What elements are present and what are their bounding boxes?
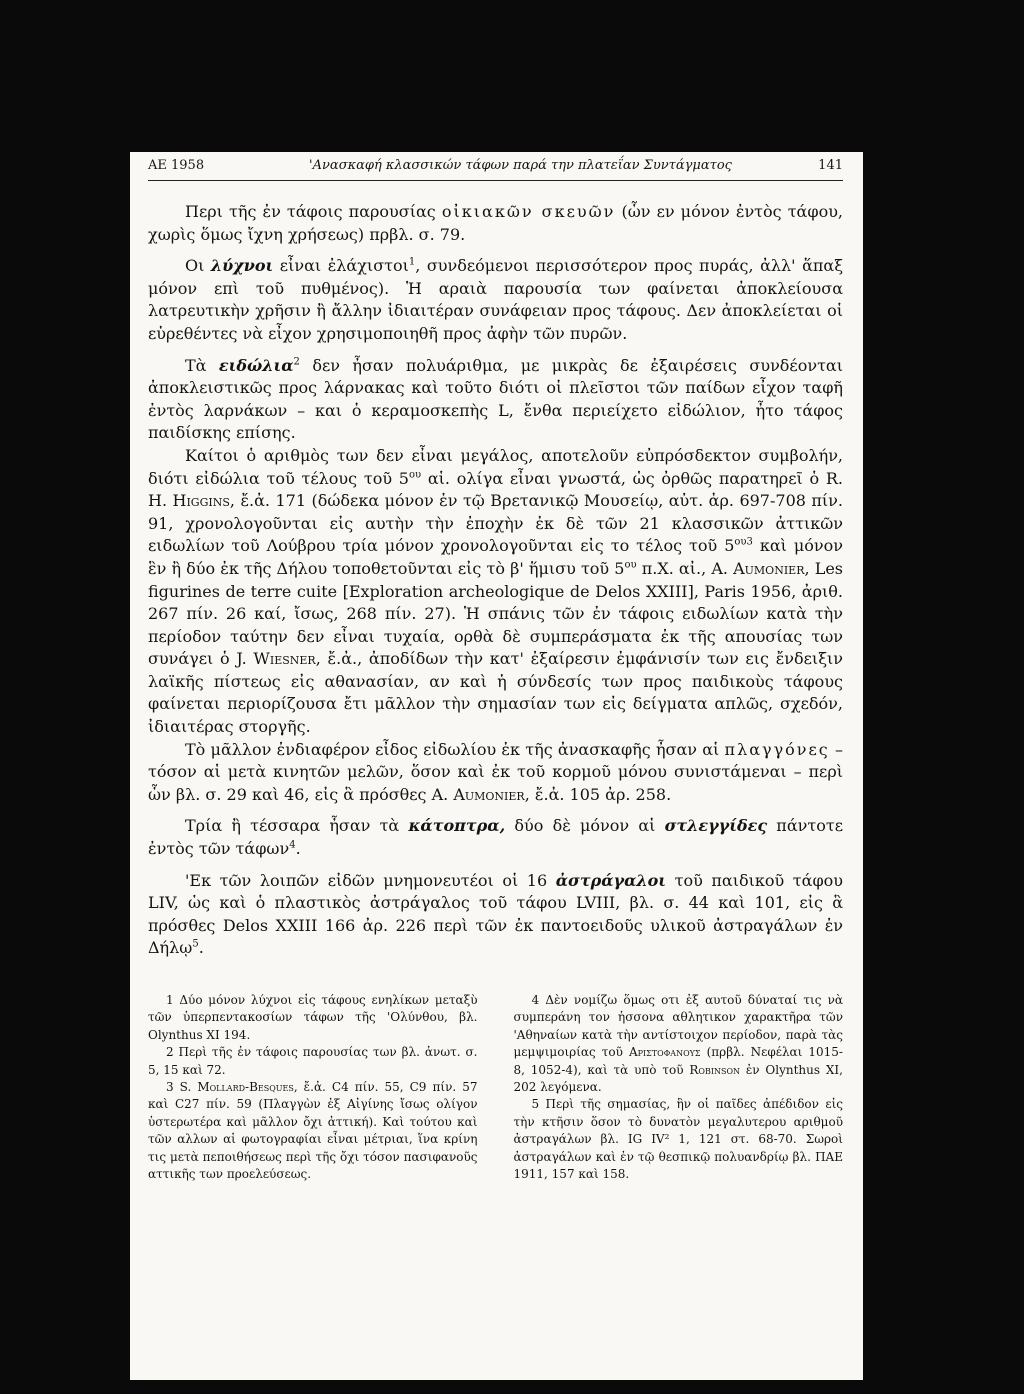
article-title: 'Ανασκαφή κλασσικών τάφων παρά την πλατεΐαν Συντάγματος xyxy=(309,158,732,173)
footnote-4: 4 Δὲν νομίζω ὅμως οτι ἐξ αυτοῦ δύναταί τις νὰ συμπεράνη τον ἡσσονα αθλητικον χαρακτῆρα τῶν 'Αθηναίων κατὰ τὴν αντίστοιχον περίοδον, παρὰ τὰς μεμψιμοιρίας τοῦ Αριστοφανους (πρβλ. Νεφέλαι 1015-8, 1052-4), καὶ τὰ υπὸ τοῦ Robinson ἐν Olynthus XI, 202 λεγόμενα. xyxy=(513,993,843,1095)
paragraph-figurine-dating: Καίτοι ὁ αριθμὸς των δεν εἶναι μεγάλος, αποτελοῦν εὐπρόσδεκτον συμβολήν, διότι εἰδώλια τοῦ τέλους τοῦ $5^{o\upsilon}$ αἱ. ολίγα εἶναι γνωστά, ὡς ὀρθῶς παρατηρεῖ ὁ R. H. Higgins, ἔ.ἀ. 171 (δώδεκα μόνον ἐν τῷ Βρετανικῷ Μουσείῳ, αὐτ. ἀρ. 697-708 πίν. 91, χρονολογοῦνται εἰς αυτὴν τὴν ἐποχὴν ἐκ δὲ τῶν 21 κλασσικῶν ἀττικῶν ειδωλίων τοῦ Λούβρου τρία μόνον χρονολογοῦνται εἰς το τέλος τοῦ $5^{o\upsilon 3}$ καὶ μόνον ἓν ἢ δύο ἐκ τῆς Δήλου τοποθετοῦνται εἰς τὸ β' ἥμισυ τοῦ $5^{o\upsilon}$ π.Χ. αἰ., A. Aumonier, Les figurines de terre cuite [Exploration archeologique de Delos XXIII], Paris 1956, ἀριθ. 267 πίν. 26 καί, ἴσως, 268 πίν. 27). Ἡ σπάνις τῶν ἐν τάφοις ειδωλίων κατὰ τὴν περίοδον ταύτην δεν εἶναι τυχαία, ορθὰ δὲ συμπεράσματα ἐκ τῆς απουσίας των συνάγει ὁ J. Wiesner, ἔ.ἀ., ἀποδίδων τὴν κατ' ἐξαίρεσιν ἐμφάνισίν των εις ἔνδειξιν λαϊκῆς πίστεως εἰς αθανασίαν, αν καὶ ἡ σύνδεσίς των προς παιδικοὺς τάφους φαίνεται περιορίζουσα ἔτι μᾶλλον τὴν σημασίαν των εἰς δείγματα απλῶς, σχεδόν, ἰδιαιτέρας στοργῆς. xyxy=(148,445,844,737)
footnotes-right-column xyxy=(514,992,844,1183)
body-text xyxy=(148,201,843,960)
paragraph-plangones: Τὸ μᾶλλον ἐνδιαφέρον εἶδος εἰδωλίου ἐκ τῆς ἀνασκαφῆς ἦσαν αἱ πλαγγόνες – τόσον αἱ μετὰ κινητῶν μελῶν, ὅσον καὶ ἐκ τοῦ κορμοῦ μόνου συνιστάμεναι – περὶ ὧν βλ. σ. 29 καὶ 46, εἰς ἃ πρόσθες A. Aumonier, ἔ.ἀ. 105 ἀρ. 258. xyxy=(148,739,843,804)
footnote-ref-2: 2 xyxy=(293,356,300,368)
footnote-1: 1 Δύο μόνον λύχνοι εἰς τάφους ενηλίκων μεταξὺ τῶν ὑπερπεντακοσίων τάφων τῆς 'Ολύνθου, βλ. Olynthus XI 194. xyxy=(148,993,478,1042)
running-header xyxy=(148,158,843,181)
footnote-ref-1: 1 xyxy=(408,256,416,268)
paragraph-lamps: Οι λύχνοι εἶναι ἐλάχιστοι$^1$, συνδεόμενοι περισσότερον προς πυράς, ἀλλ' ἅπαξ μόνον επὶ τοῦ πυθμένος). Ἡ αραιὰ παρουσία των φαίνεται ἀποκλείουσα λατρευτικὴν χρῆσιν ἢ ἄλλην ἰδιαιτέραν συνάφειαν προς τάφους. Δεν ἀποκλείεται οἱ εὑρεθέντες νὰ εἶχον χρησιμοποιηθῆ προς ἀφὴν τῶν πυρῶν. xyxy=(148,256,844,343)
footnote-ref-5: 5 xyxy=(192,939,199,951)
footnote-ref-4: 4 xyxy=(289,839,296,851)
paragraph-figurines: Τὰ ειδώλια$^2$ δεν ἦσαν πολυάριθμα, με μικρὰς δε ἐξαιρέσεις συνδέονται ἀποκλειστικῶς προς λάρνακας καὶ τοῦτο διότι οἱ πλεῖστοι τῶν παίδων εἶχον ταφῆ ἐντὸς λαρνάκων – και ὁ κεραμοσκεπὴς L, ἔνθα περιείχετο εἰδώλιον, ἦτο τάφος παιδίσκης επίσης. xyxy=(148,355,843,443)
footnote-2: 2 Περὶ τῆς ἐν τάφοις παρουσίας των βλ. ἀνωτ. σ. 5, 15 καὶ 72. xyxy=(148,1045,478,1077)
paragraph-household-vessels: Περι τῆς ἐν τάφοις παρουσίας οἰκιακῶν σκευῶν (ὧν εν μόνον ἐντὸς τάφου, χωρὶς ὅμως ἴχνη χρήσεως) πρβλ. σ. 79. xyxy=(148,202,844,244)
paragraph-mirrors: Τρία ἢ τέσσαρα ἦσαν τὰ κάτοπτρα, δύο δὲ μόνον αἱ στλεγγίδες πάντοτε ἐντὸς τῶν τάφων$^4$. xyxy=(148,816,843,859)
footnote-3: 3 S. Mollard-Besques, ἔ.ἀ. C4 πίν. 55, C9 πίν. 57 καὶ C27 πίν. 59 (Πλαγγὼν ἐξ Αἰγίνης ἴσως ολίγον ὑστερωτέρα καὶ μᾶλλον ὄχι ἀττική). Καὶ τούτου καὶ τῶν αλλων αἱ φωτογραφίαι εἶναι μέτριαι, ἵνα κρίνη τις μετὰ πεποιθήσεως περὶ τῆς ὄχι τόσον πασιφανοῦς αττικῆς των προελεύσεως. xyxy=(148,1080,478,1182)
footnote-ref-3: 3 xyxy=(746,536,753,548)
journal-name: ΑΕ 1958 xyxy=(148,158,205,173)
page-number: 141 xyxy=(818,158,843,173)
journal-page xyxy=(130,152,863,1380)
footnotes xyxy=(148,992,843,1183)
footnotes-left-column xyxy=(148,992,478,1183)
paragraph-astragals: 'Εκ τῶν λοιπῶν εἰδῶν μνημονευτέοι οἱ 16 ἀστράγαλοι τοῦ παιδικοῦ τάφου LIV, ὡς καὶ ὁ πλαστικὸς ἀστράγαλος τοῦ τάφου LVIII, βλ. σ. 44 καὶ 101, εἰς ἃ πρόσθες Delos XXIII 166 ἀρ. 226 περὶ τῶν ἐκ παντοειδοῦς υλικοῦ ἀστραγάλων ἐν Δήλῳ$^5$. xyxy=(148,870,844,958)
footnote-5: 5 Περὶ τῆς σημασίας, ἣν οἱ παῖδες ἀπέδιδον εἰς τὴν κτῆσιν ὅσον τὸ δυνατὸν μεγαλυτερου αριθμοῦ ἀστραγάλων βλ. IG IV² 1, 121 στ. 68-70. Σωροὶ ἀστραγάλων καὶ ἐν τῷ θεσπικῷ πολυανδρίῳ βλ. ΠΑΕ 1911, 157 καὶ 158. xyxy=(513,1097,843,1182)
